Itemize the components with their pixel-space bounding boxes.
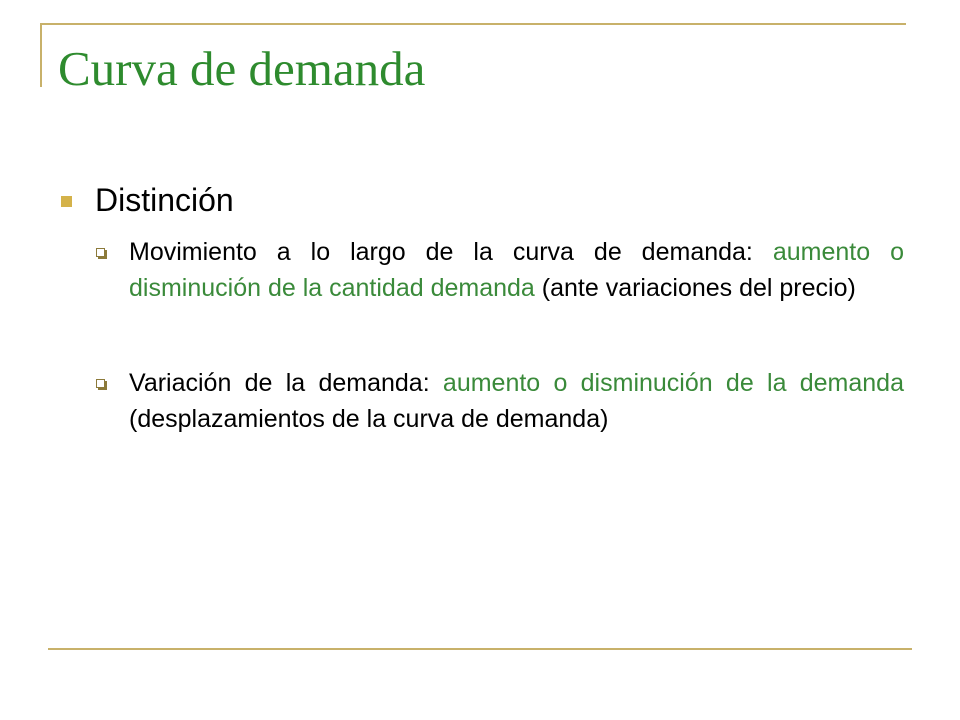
subbullet-text-plain: Movimiento a lo largo de la curva de demanda: — [129, 238, 773, 266]
subbullet-text-plain: Variación de la demanda: — [129, 369, 443, 397]
subbullet-text-plain: (desplazamientos de la curva de demanda) — [129, 405, 609, 433]
left-rule — [40, 23, 42, 87]
subbullet-text — [129, 365, 904, 437]
subbullet-text-highlight: aumento o disminución de la demanda — [442, 369, 904, 397]
square-bullet-icon — [61, 196, 72, 207]
bottom-rule — [48, 648, 912, 650]
hollow-square-bullet-icon — [96, 379, 105, 388]
subbullet-text-highlight: aumento o disminución de la cantidad demanda — [129, 238, 905, 302]
slide-title: Curva de demanda — [58, 41, 426, 96]
bullet-text: Distinción — [95, 182, 234, 218]
subbullet-text-plain: (ante variaciones del precio) — [534, 274, 856, 302]
top-rule — [40, 23, 906, 25]
hollow-square-bullet-icon — [96, 248, 105, 257]
subbullet-text — [129, 234, 904, 306]
